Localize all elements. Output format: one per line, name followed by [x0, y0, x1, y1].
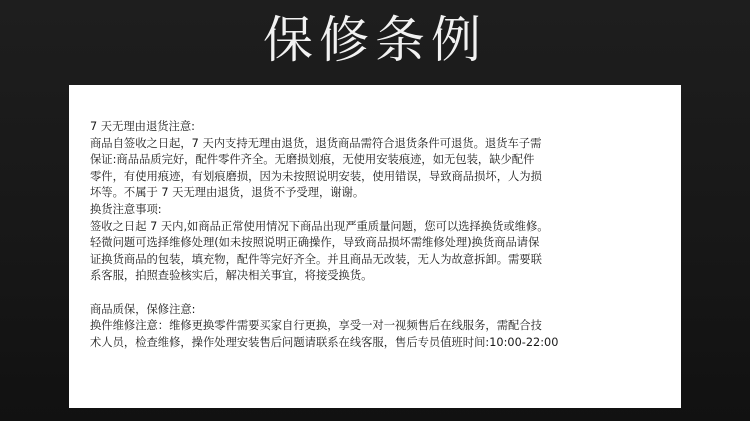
paragraph-gap [90, 285, 671, 302]
exchange-policy-heading: 换货注意事项: [90, 202, 162, 216]
page-title: 保修条例 [263, 11, 487, 69]
content-panel [69, 85, 681, 408]
return-policy-line: 保证:商品品质完好，配件零件齐全。无磨损划痕，无使用安装痕迹，如无包装，缺少配件 [90, 153, 535, 167]
warranty-line: 换件维修注意：维修更换零件需要买家自行更换，享受一对一视频售后在线服务，需配合技 [90, 319, 542, 333]
exchange-policy-line: 签收之日起 7 天内,如商品正常使用情况下商品出现严重质量问题，您可以选择换货或维修。 [90, 219, 549, 233]
exchange-policy-line: 系客服，拍照查验核实后，解决相关事宜，将接受换货。 [90, 269, 373, 283]
warranty-line: 术人员，检查维修，操作处理安装售后问题请联系在线客服，售后专员值班时间:10:00-22:00 [90, 335, 559, 349]
return-policy-line: 坏等。不属于 7 天无理由退货，退货不予受理，谢谢。 [90, 186, 365, 200]
warranty-heading: 商品质保，保修注意: [90, 302, 196, 316]
return-policy-line: 零件，有使用痕迹，有划痕磨损，因为未按照说明安装，使用错误，导致商品损坏，人为损 [90, 169, 542, 183]
return-policy-heading: 7 天无理由退货注意: [90, 120, 195, 133]
exchange-policy-line: 证换货商品的包装，填充物，配件等完好齐全。并且商品无改装，无人为故意拆卸。需要联 [90, 252, 542, 266]
return-policy-line: 商品自签收之日起，7 天内支持无理由退货，退货商品需符合退货条件可退货。退货车子需 [90, 136, 542, 150]
exchange-policy-line: 轻微问题可选择维修处理(如未按照说明正确操作，导致商品损坏需维修处理)换货商品请保 [90, 236, 540, 250]
